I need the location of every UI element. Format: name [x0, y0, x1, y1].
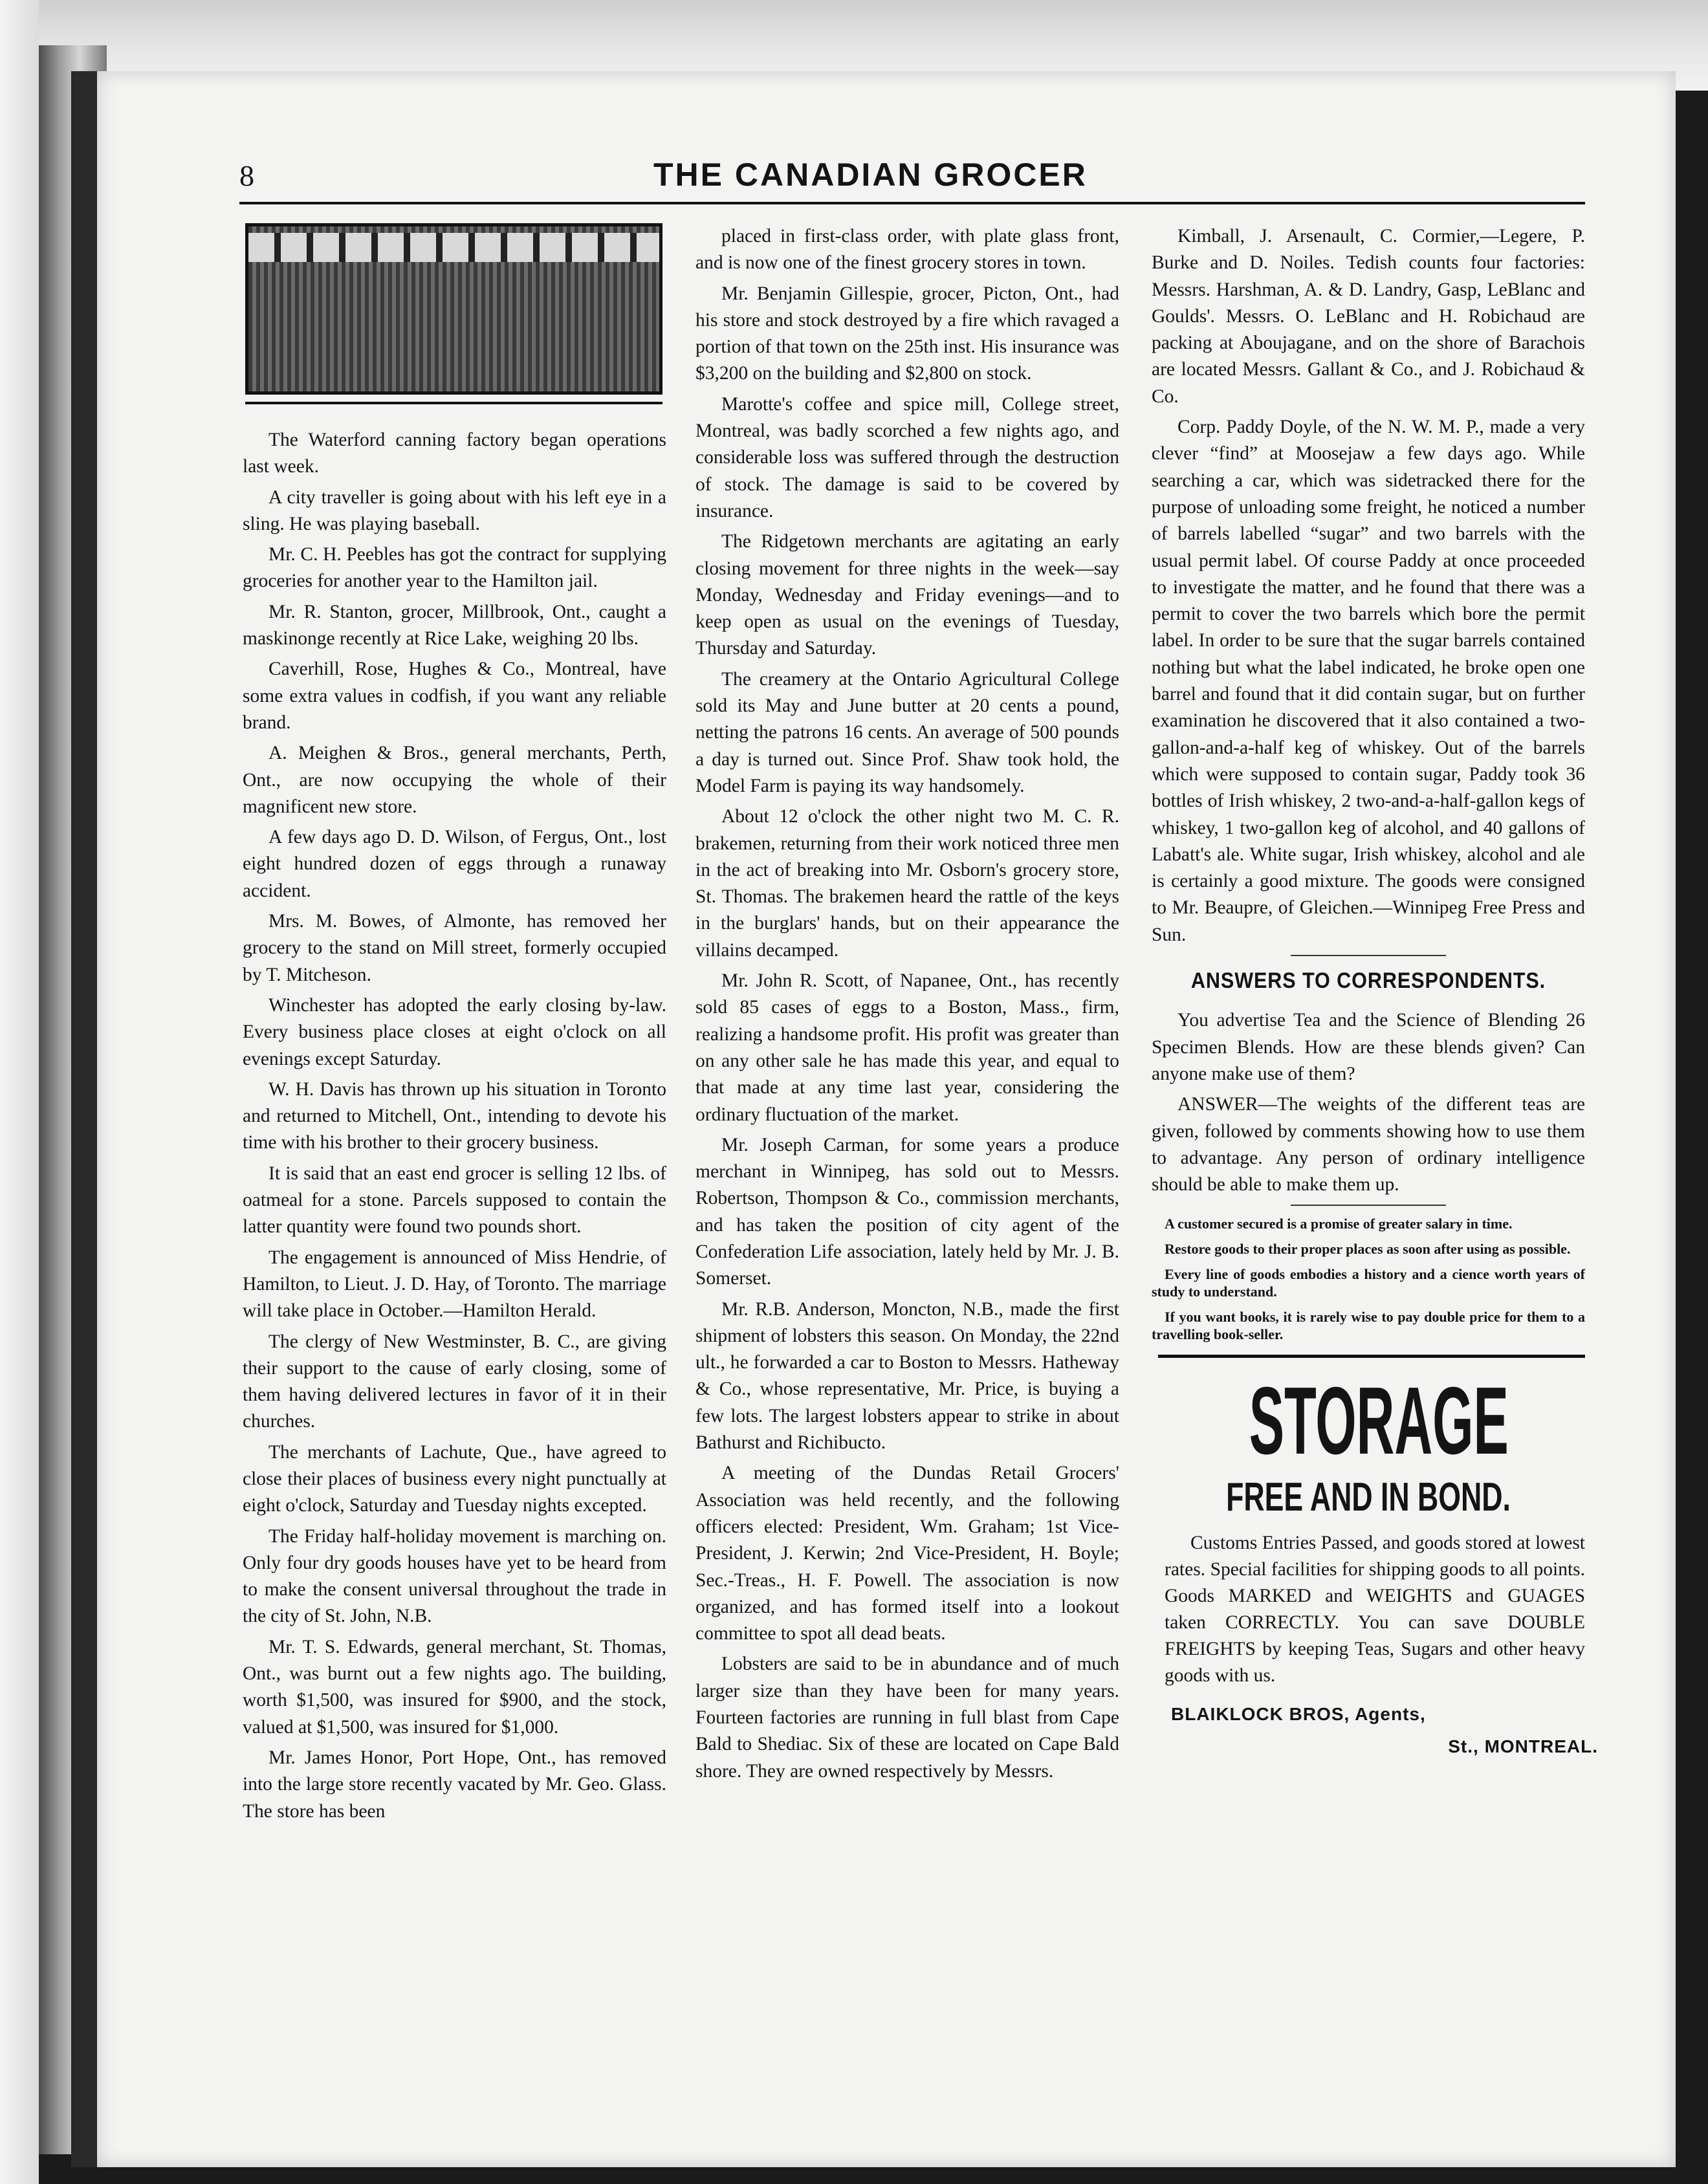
correspondent-answer: ANSWER—The weights of the different teas are given, followed by comments showing how to use them to advantage. Any person of ordinary intelligence should be able to make them up.: [1152, 1094, 1585, 1196]
column-2-articles: [695, 223, 1119, 1785]
article-paragraph: A city traveller is going about with his left eye in a sling. He was playing baseball.: [243, 486, 666, 534]
scan-background-left: [0, 0, 39, 2184]
article-paragraph: The Ridgetown merchants are agitating an early closing movement for three nights in the week—say Monday, Wednesday and Friday evenings—and to keep open as usual on the evenings of Tuesday, Thursday and Saturday.: [695, 531, 1119, 659]
maxim: Every line of goods embodies a history and a cience worth years of study to understand.: [1152, 1266, 1585, 1300]
article-paragraph: Marotte's coffee and spice mill, College street, Montreal, was badly scorched a few nights ago, and considerable loss was suffered through the destruction of stock. The damage is said to be covered by insurance.: [695, 393, 1119, 521]
maxim: If you want books, it is rarely wise to pay double price for them to a travelling book-seller.: [1152, 1309, 1585, 1343]
header-rule: [239, 202, 1585, 204]
column-2: [695, 223, 1119, 1789]
article-paragraph: Mr. T. S. Edwards, general merchant, St. Thomas, Ont., was burnt out a few nights ago. The building, worth $1,500, was insured for $900, and the stock, valued at $1,500, was insured for $1,000.: [243, 1636, 666, 1738]
article-paragraph: A. Meighen & Bros., general merchants, Perth, Ont., are now occupying the whole of their magnificent new store.: [243, 743, 666, 817]
article-paragraph: Mr. James Honor, Port Hope, Ont., has removed into the large store recently vacated by Mr. Geo. Glass. The store has been: [243, 1747, 666, 1822]
divider: [1291, 1205, 1446, 1206]
article-paragraph: The Friday half-holiday movement is marching on. Only four dry goods houses have yet to be heard from to make the consent universal throughout the trade in the city of St. John, N.B.: [243, 1525, 666, 1627]
ad-subhead: FREE AND IN BOND.: [1226, 1475, 1511, 1520]
masthead-title: THE CANADIAN GROCER: [653, 157, 1088, 193]
divider: [1291, 955, 1446, 956]
article-paragraph: A meeting of the Dundas Retail Grocers' Association was held recently, and the following officers elected: President, Wm. Graham; 1st Vice-President, J. Kerwin; 2nd Vice-President, H. Boyle; Sec.-Treas., H. F. Powell. The association is now organized, and has formed itself into a lookout committee to spot all dead beats.: [695, 1463, 1119, 1644]
section-title: ANSWERS TO CORRESPONDENTS.: [1190, 968, 1546, 994]
article-paragraph: Winchester has adopted the early closing by-law. Every business place closes at eight o'clock on all evenings except Saturday.: [243, 994, 666, 1069]
page-header: [239, 158, 1598, 201]
article-paragraph: Mr. John R. Scott, of Napanee, Ont., has recently sold 85 cases of eggs to a Boston, Mass., firm, realizing a handsome profit. His profit was greater than on any other sale he has made this year, and equal to that made at any time last year, considering the ordinary fluctuation of the market.: [695, 970, 1119, 1125]
article-paragraph: About 12 o'clock the other night two M. C. R. brakemen, returning from their work noticed three men in the act of breaking into Mr. Osborn's grocery store, St. Thomas. The brakemen heard the rattle of the keys in the burglars' hands, but on their appearance the villains decamped.: [695, 806, 1119, 961]
maxim: A customer secured is a promise of greater salary in time.: [1165, 1216, 1513, 1232]
maxim: Restore goods to their proper places as soon after using as possible.: [1165, 1241, 1571, 1258]
page-number: 8: [239, 159, 254, 192]
article-paragraph: Kimball, J. Arsenault, C. Cormier,—Legere, P. Burke and D. Noiles. Tedish counts four factories: Messrs. Harshman, A. & D. Landry, Gasp, LeBlanc and Goulds'. Messrs. O. LeBlanc and H. Robichaud are packing at Aboujagane, and on the shore of Barachois are located Messrs. Gallant & Co., and J. Robichaud & Co.: [1152, 226, 1585, 407]
article-paragraph: Mr. C. H. Peebles has got the contract for supplying groceries for another year to the Hamilton jail.: [243, 544, 666, 592]
article-paragraph: Lobsters are said to be in abundance and of much larger size than they have been for many years. Fourteen factories are running in full blast from Cape Bald to Shediac. Six of these are located on Cape Bald shore. They are owned respectively by Messrs.: [695, 1654, 1119, 1782]
column-1-articles: [243, 427, 666, 1825]
ad-body: Customs Entries Passed, and goods stored at lowest rates. Special facilities for shipping goods to all points. Goods MARKED and WEIGHTS and GUAGES taken CORRECTLY. You can save DOUBLE FREIGHTS by keeping Teas, Sugars and other heavy goods with us.: [1165, 1533, 1585, 1687]
column-3: [1152, 223, 1598, 1760]
article-paragraph: Mr. R.B. Anderson, Moncton, N.B., made the first shipment of lobsters this season. On Monday, the 22nd ult., he forwarded a car to Boston to Messrs. Hatheway & Co., whose representative, Mr. Price, is buying a few lots. The largest lobsters appear to strike in about Bathurst and Richibucto.: [695, 1298, 1119, 1454]
article-paragraph: A few days ago D. D. Wilson, of Fergus, Ont., lost eight hundred dozen of eggs through a runaway accident.: [243, 827, 666, 901]
article-paragraph: W. H. Davis has thrown up his situation in Toronto and returned to Mitchell, Ont., intending to devote his time with his brother to their grocery business.: [243, 1078, 666, 1153]
correspondent-question: You advertise Tea and the Science of Blending 26 Specimen Blends. How are these blends given? Can anyone make use of them?: [1152, 1010, 1585, 1084]
decorative-engraving: [245, 223, 662, 395]
ad-agent: BLAIKLOCK BROS, Agents,: [1171, 1704, 1426, 1725]
article-paragraph: Caverhill, Rose, Hughes & Co., Montreal, have some extra values in codfish, if you want any reliable brand.: [243, 659, 666, 733]
maxims-list: [1152, 1215, 1585, 1343]
article-paragraph: The engagement is announced of Miss Hendrie, of Hamilton, to Lieut. J. D. Hay, of Toronto. The marriage will take place in October.—Hamilton Herald.: [243, 1247, 666, 1322]
article-paragraph: The merchants of Lachute, Que., have agreed to close their places of business every night punctually at eight o'clock, Saturday and Tuesday nights excepted.: [243, 1441, 666, 1516]
article-paragraph: The clergy of New Westminster, B. C., are giving their support to the cause of early closing, some of them having delivered lectures in favor of it in their churches.: [243, 1331, 666, 1432]
article-paragraph: The Waterford canning factory began operations last week.: [243, 430, 666, 477]
ad-headline: STORAGE: [1249, 1368, 1509, 1475]
article-paragraph: Mr. Joseph Carman, for some years a produce merchant in Winnipeg, has sold out to Messrs. Robertson, Thompson & Co., commission merchants, and has taken the position of city agent of the Confederation Life association, lately held by Mr. J. B. Somerset.: [695, 1134, 1119, 1289]
article-paragraph: Mr. Benjamin Gillespie, grocer, Picton, Ont., had his store and stock destroyed by a fire which ravaged a portion of that town on the 25th inst. His insurance was $3,200 on the building and $2,800 on stock.: [695, 283, 1119, 384]
column-1: [243, 223, 666, 1829]
article-paragraph: Corp. Paddy Doyle, of the N. W. M. P., made a very clever “find” at Moosejaw a few days ago. While searching a car, which was sidetracked there for the purpose of unloading some freight, he noticed a number of barrels labelled “sugar” and two barrels with the usual permit label. Of course Paddy at once proceeded to investigate the matter, and he found that there was a permit to cover the two barrels which bore the permit label. In order to be sure that the sugar barrels contained nothing but what the label indicated, he broke open one barrel and found that it did contain sugar, but on further examination he discovered that it also contained a two-gallon-and-a-half keg of whiskey. Out of the barrels which were supposed to contain sugar, Paddy took 36 bottles of Irish whiskey, 2 two-and-a-half-gallon kegs of whiskey, 1 two-gallon keg of alcohol, and 40 gallons of Labatt's ale. White sugar, Irish whiskey, alcohol and ale is certainly a good mixture. The goods were consigned to Mr. Beaupre, of Gleichen.—Winnipeg Free Press and Sun.: [1152, 417, 1585, 945]
article-paragraph: It is said that an east end grocer is selling 12 lbs. of oatmeal for a stone. Parcels supposed to contain the latter quantity were found two pounds short.: [243, 1163, 666, 1238]
ad-address: St., MONTREAL.: [1448, 1736, 1598, 1756]
article-paragraph: The creamery at the Ontario Agricultural College sold its May and June butter at 20 cents a pound, netting the patrons 16 cents. An average of 500 pounds a day is turned out. Since Prof. Shaw took hold, the Model Farm is paying its way handsomely.: [695, 668, 1119, 796]
column-3-articles: [1152, 223, 1585, 948]
storage-advertisement: [1152, 1368, 1598, 1760]
article-paragraph: placed in first-class order, with plate glass front, and is now one of the finest grocery stores in town.: [695, 226, 1119, 274]
ad-rule: [1158, 1355, 1585, 1358]
article-paragraph: Mrs. M. Bowes, of Almonte, has removed her grocery to the stand on Mill street, formerly occupied by T. Mitcheson.: [243, 911, 666, 985]
article-paragraph: Mr. R. Stanton, grocer, Millbrook, Ont., caught a maskinonge recently at Rice Lake, weighing 20 lbs.: [243, 601, 666, 650]
